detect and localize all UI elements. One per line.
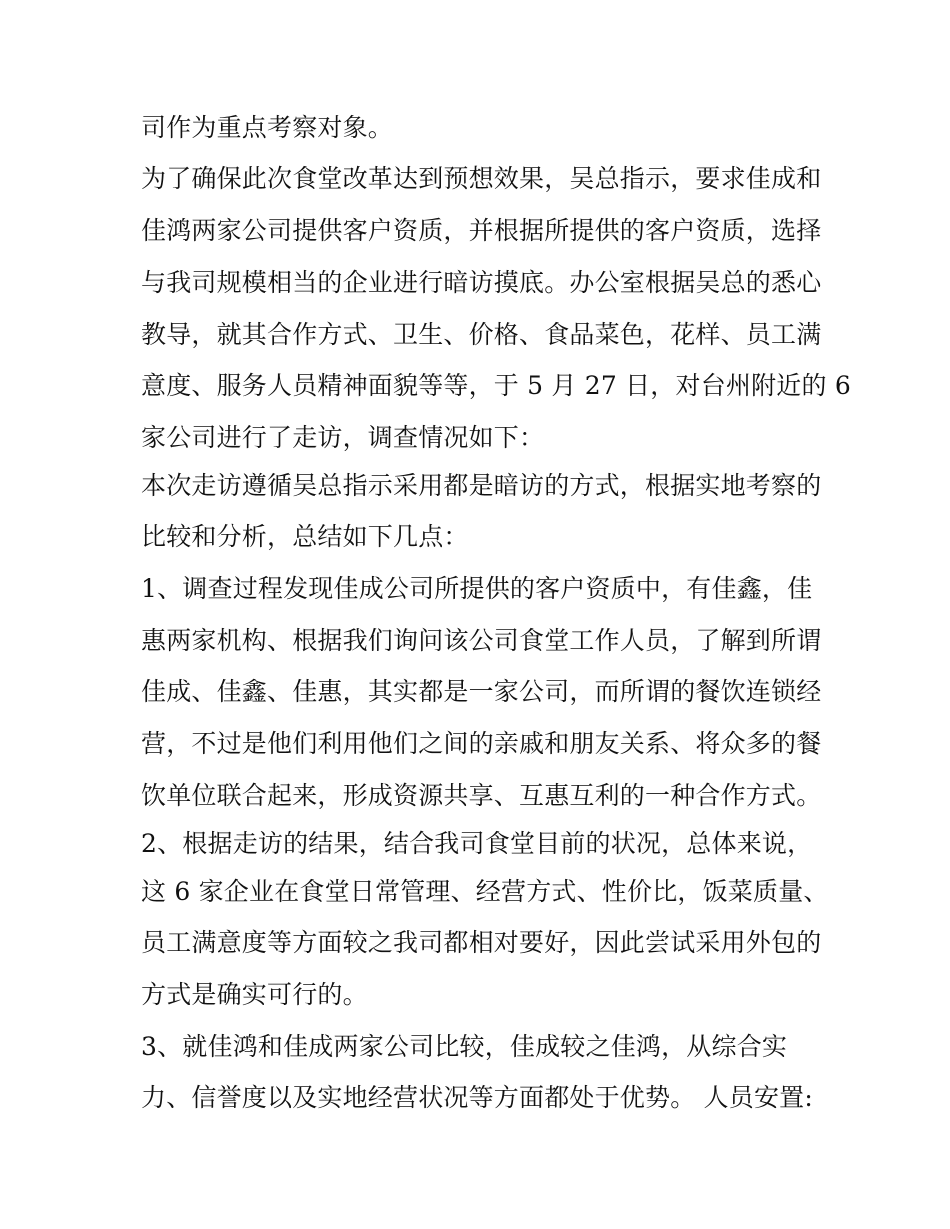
text-line: 力、信誉度以及实地经营状况等方面都处于优势。 人员安置: bbox=[141, 1083, 813, 1112]
text-line: 比较和分析，总结如下几点： bbox=[141, 522, 469, 551]
text-line: 家公司进行了走访，调查情况如下： bbox=[141, 423, 545, 452]
text-line: 惠两家机构、根据我们询问该公司食堂工作人员，了解到所谓 bbox=[141, 626, 822, 655]
text-line: 意度、服务人员精神面貌等等，于 5 月 27 日，对台州附近的 6 bbox=[141, 371, 851, 400]
text-line: 佳成、佳鑫、佳惠，其实都是一家公司，而所谓的餐饮连锁经 bbox=[141, 677, 822, 706]
text-line: 教导，就其合作方式、卫生、价格、食品菜色，花样、员工满 bbox=[141, 320, 822, 349]
text-line: 本次走访遵循吴总指示采用都是暗访的方式，根据实地考察的 bbox=[141, 471, 822, 500]
text-line: 与我司规模相当的企业进行暗访摸底。办公室根据吴总的悉心 bbox=[141, 268, 822, 297]
text-line: 营，不过是他们利用他们之间的亲戚和朋友关系、将众多的餐 bbox=[141, 729, 822, 758]
text-line: 1、调查过程发现佳成公司所提供的客户资质中，有佳鑫，佳 bbox=[141, 574, 813, 603]
text-line: 司作为重点考察对象。 bbox=[141, 113, 394, 142]
text-line: 佳鸿两家公司提供客户资质，并根据所提供的客户资质，选择 bbox=[141, 216, 822, 245]
text-line: 3、就佳鸿和佳成两家公司比较，佳成较之佳鸿，从综合实 bbox=[141, 1032, 788, 1061]
text-line: 为了确保此次食堂改革达到预想效果，吴总指示，要求佳成和 bbox=[141, 164, 822, 193]
text-line: 这 6 家企业在食堂日常管理、经营方式、性价比，饭菜质量、 bbox=[141, 877, 829, 906]
text-line: 2、根据走访的结果，结合我司食堂目前的状况，总体来说， bbox=[141, 829, 813, 858]
text-line: 员工满意度等方面较之我司都相对要好，因此尝试采用外包的 bbox=[141, 928, 822, 957]
text-line: 方式是确实可行的。 bbox=[141, 980, 368, 1009]
text-line: 饮单位联合起来，形成资源共享、互惠互利的一种合作方式。 bbox=[141, 781, 822, 810]
